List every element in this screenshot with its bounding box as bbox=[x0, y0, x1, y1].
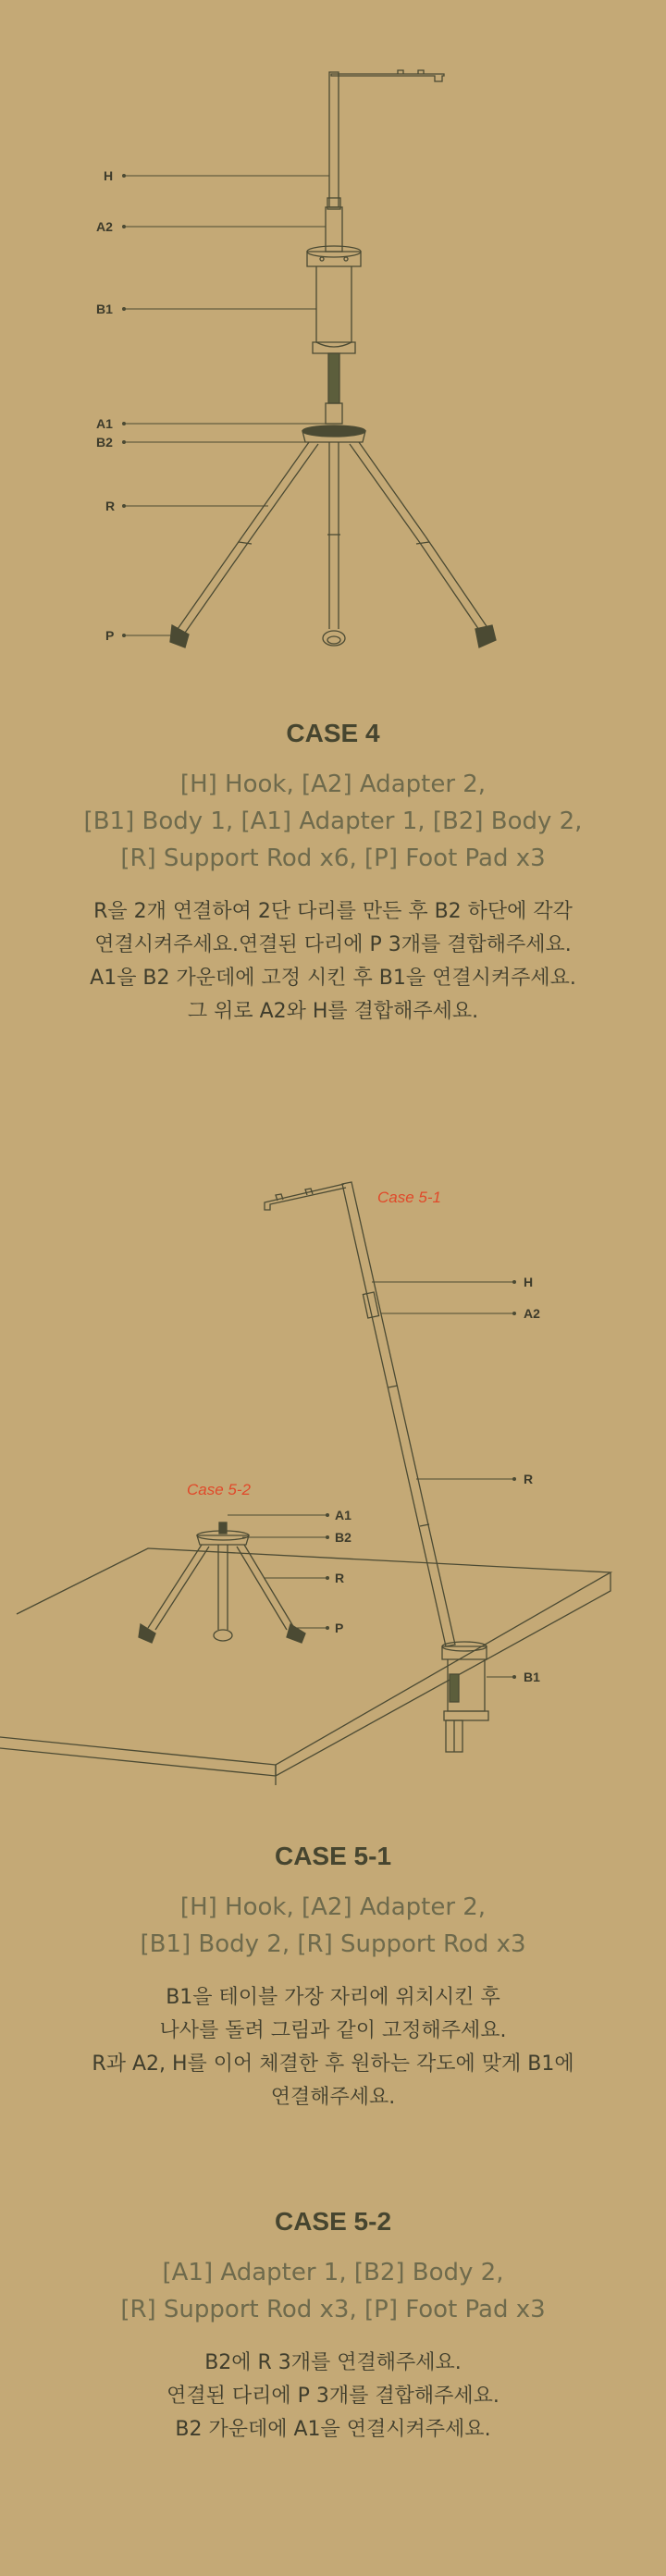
label-h: H bbox=[104, 168, 114, 183]
description-line: B2 가운데에 A1을 연결시켜주세요. bbox=[175, 2418, 491, 2441]
case52-section bbox=[0, 2206, 666, 2447]
parts-line: [R] Support Rod x3, [P] Foot Pad x3 bbox=[120, 2296, 546, 2323]
parts-line: [H] Hook, [A2] Adapter 2, bbox=[179, 1893, 487, 1921]
label-a2: A2 bbox=[96, 219, 113, 234]
description-line: B2에 R 3개를 연결해주세요. bbox=[204, 2351, 462, 2374]
label-r: R bbox=[335, 1571, 345, 1585]
label-a2: A2 bbox=[524, 1306, 540, 1321]
case52-parts bbox=[0, 2254, 666, 2328]
foot-pads-part bbox=[170, 625, 496, 647]
label-a1: A1 bbox=[335, 1508, 352, 1522]
description-line: 연결해주세요. bbox=[270, 2086, 396, 2109]
case52-description bbox=[0, 2347, 666, 2447]
parts-line: [H] Hook, [A2] Adapter 2, bbox=[179, 770, 487, 798]
label-h: H bbox=[524, 1275, 534, 1289]
clamp-body-part bbox=[442, 1642, 488, 1752]
adapter1-part bbox=[326, 353, 342, 424]
case51-title: CASE 5-1 bbox=[274, 1842, 392, 1870]
label-r: R bbox=[524, 1472, 534, 1486]
label-a1: A1 bbox=[96, 416, 113, 431]
description-line: B1을 테이블 가장 자리에 위치시킨 후 bbox=[166, 1986, 500, 2009]
case4-title: CASE 4 bbox=[286, 719, 380, 747]
description-line: R을 2개 연결하여 2단 다리를 만든 후 B2 하단에 각각 bbox=[93, 900, 573, 923]
body2-part bbox=[302, 425, 365, 442]
label-b1: B1 bbox=[524, 1670, 540, 1684]
tripod-part bbox=[139, 1522, 305, 1643]
table-part bbox=[0, 1548, 610, 1785]
case51-parts bbox=[0, 1889, 666, 1963]
case4-description bbox=[0, 895, 666, 1029]
parts-line: [R] Support Rod x6, [P] Foot Pad x3 bbox=[120, 844, 546, 872]
parts-line: [A1] Adapter 1, [B2] Body 2, bbox=[162, 2259, 504, 2286]
case52-title: CASE 5-2 bbox=[274, 2207, 392, 2236]
description-line: R과 A2, H를 이어 체결한 후 원하는 각도에 맞게 B1에 bbox=[92, 2052, 574, 2076]
label-r: R bbox=[105, 499, 116, 513]
case51-description bbox=[0, 1981, 666, 2114]
parts-line: [B1] Body 1, [A1] Adapter 1, [B2] Body 2, bbox=[83, 807, 583, 835]
description-line: A1을 B2 가운데에 고정 시킨 후 B1을 연결시켜주세요. bbox=[90, 967, 576, 990]
parts-line: [B1] Body 2, [R] Support Rod x3 bbox=[140, 1930, 526, 1958]
adapter2-part bbox=[326, 198, 342, 252]
label-b2: B2 bbox=[335, 1530, 352, 1545]
case4-diagram bbox=[0, 0, 666, 684]
label-b2: B2 bbox=[96, 435, 113, 450]
case4-parts bbox=[0, 766, 666, 877]
description-line: 연결시켜주세요.연결된 다리에 P 3개를 결합해주세요. bbox=[94, 933, 572, 956]
legs-part bbox=[178, 442, 488, 633]
description-line: 그 위로 A2와 H를 결합해주세요. bbox=[187, 1000, 479, 1023]
body1-part bbox=[307, 246, 361, 353]
case4-section bbox=[0, 718, 666, 1029]
case51-note: Case 5-1 bbox=[377, 1189, 441, 1206]
label-b1: B1 bbox=[96, 302, 113, 316]
label-p: P bbox=[335, 1621, 344, 1635]
rod-part bbox=[342, 1182, 455, 1646]
hook-part bbox=[265, 1184, 346, 1210]
label-p: P bbox=[105, 628, 115, 643]
description-line: 나사를 돌려 그림과 같이 고정해주세요. bbox=[159, 2019, 507, 2042]
hook-part bbox=[329, 70, 444, 207]
case52-note: Case 5-2 bbox=[187, 1481, 251, 1498]
description-line: 연결된 다리에 P 3개를 결합해주세요. bbox=[166, 2385, 500, 2408]
case51-section bbox=[0, 1841, 666, 2114]
case5-diagram bbox=[0, 1156, 666, 1785]
